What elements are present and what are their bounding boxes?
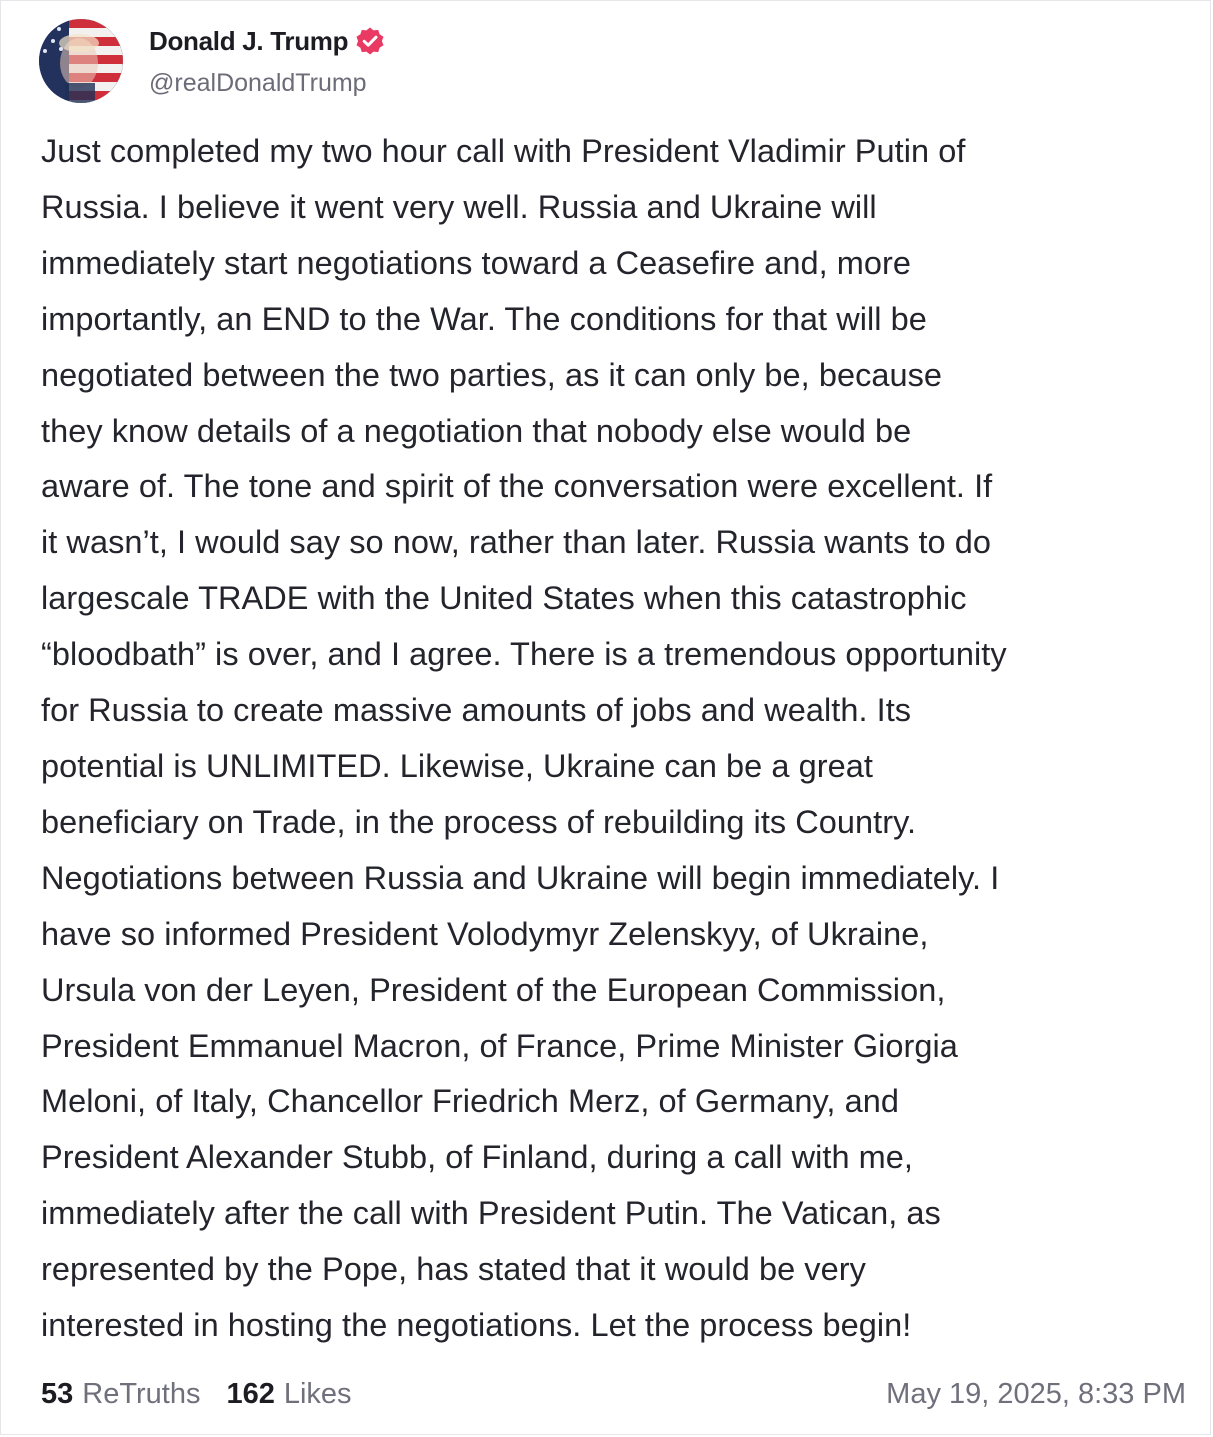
retruths-stat[interactable] — [41, 1378, 200, 1411]
author-display-name[interactable]: Donald J. Trump — [149, 25, 349, 56]
retruths-label: ReTruths — [82, 1377, 201, 1410]
likes-label: Likes — [283, 1377, 352, 1410]
author-name-row — [149, 19, 385, 63]
verified-badge-icon — [355, 26, 385, 56]
author-handle[interactable]: @realDonaldTrump — [149, 69, 367, 97]
likes-stat[interactable] — [226, 1378, 351, 1411]
retruths-count: 53 — [41, 1377, 74, 1410]
post-footer — [41, 1371, 1186, 1417]
post-header — [39, 17, 385, 105]
avatar[interactable] — [39, 19, 123, 103]
post-stats — [41, 1378, 378, 1411]
author-info — [149, 19, 385, 103]
post-text: Just completed my two hour call with President Vladimir Putin of Russia. I believe it went very well. Russia and Ukraine will immediately start negotiations toward a Ceasefire and, more importantly, an END to the War. The conditions for that will be negotiated between the two parties, as it can only be, because they know details of a negotiation that nobody else would be aware of. The tone and spirit of the conversation were excellent. If it wasn’t, I would say so now, rather than later. Russia wants to do largescale TRADE with the United States when this catastrophic “bloodbath” is over, and I agree. There is a tremendous opportunity for Russia to create massive amounts of jobs and wealth. Its potential is UNLIMITED. Likewise, Ukraine can be a great beneficiary on Trade, in the process of rebuilding its Country. Negotiations between Russia and Ukraine will begin immediately. I have so informed President Volodymyr Zelenskyy, of Ukraine, Ursula von der Leyen, President of the European Commission, President Emmanuel Macron, of France, Prime Minister Giorgia Meloni, of Italy, Chancellor Friedrich Merz, of Germany, and President Alexander Stubb, of Finland, during a call with me, immediately after the call with President Putin. The Vatican, as represented by the Pope, has stated that it would be very interested in hosting the negotiations. Let the process begin! — [41, 133, 1007, 1344]
likes-count: 162 — [226, 1377, 275, 1410]
avatar-image — [39, 19, 123, 103]
post-timestamp[interactable]: May 19, 2025, 8:33 PM — [886, 1377, 1186, 1410]
